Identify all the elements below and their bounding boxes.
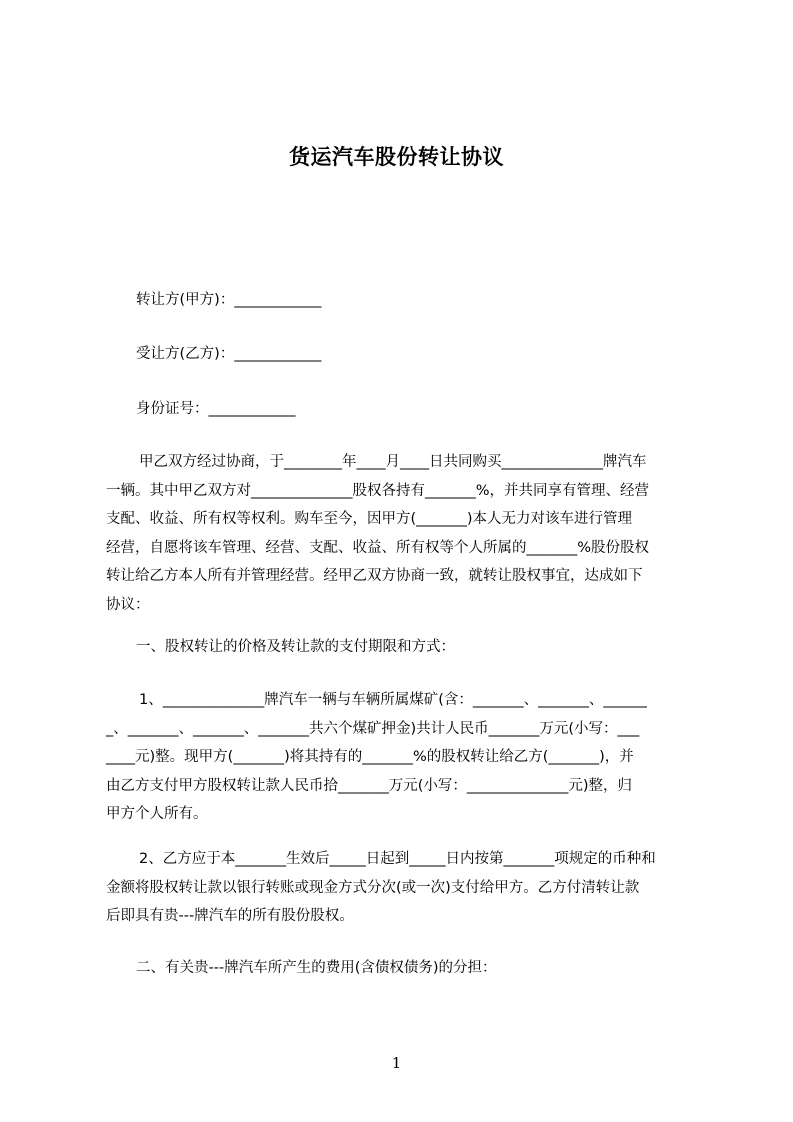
clause-one-line: _、_______、_______、_______共六个煤矿押金)共计人民币_______万元(小写：___ bbox=[106, 720, 640, 737]
clause-two-line: 后即具有贵---牌汽车的所有股份股权。 bbox=[106, 908, 354, 925]
intro-line: 转让给乙方本人所有并管理经营。经甲乙双方协商一致，就转让股权事宜，达成如下 bbox=[106, 568, 643, 585]
clause-two bbox=[106, 845, 700, 931]
intro-line: 经营，自愿将该车管理、经营、支配、收益、所有权等个人所属的_______%股份股权 bbox=[106, 539, 650, 556]
clause-one bbox=[106, 686, 700, 829]
section-two-heading: 二、有关贵---牌汽车所产生的费用(含债权债务)的分担： bbox=[136, 960, 497, 976]
transferor-line: 转让方(甲方)：____________ bbox=[136, 292, 322, 308]
id-number-line: 身份证号：____________ bbox=[136, 401, 296, 417]
clause-one-line: 甲方个人所有。 bbox=[106, 806, 208, 823]
clause-one-line: 1、______________牌汽车一辆与车辆所属煤矿(含：_______、_______、______ bbox=[139, 692, 647, 708]
section-one-heading: 一、股权转让的价格及转让款的支付期限和方式： bbox=[136, 639, 455, 655]
intro-paragraph bbox=[106, 448, 700, 620]
transferee-line: 受让方(乙方)：____________ bbox=[136, 346, 322, 362]
clause-one-line: 由乙方支付甲方股权转让款人民币拾_______万元(小写：______________元)整，归 bbox=[106, 777, 633, 794]
intro-line: 协议： bbox=[106, 596, 150, 613]
clause-two-line: 金额将股权转让款以银行转账或现金方式分次(或一次)支付给甲方。乙方付清转让款 bbox=[106, 879, 640, 896]
intro-line: 一辆。其中甲乙双方对______________股权各持有_______%，并共同享有管理、经营 bbox=[106, 482, 650, 499]
intro-line: 甲乙双方经过协商，于________年____月____日共同购买______________牌汽车 bbox=[139, 454, 647, 470]
intro-line: 支配、收益、所有权等权利。购车至今，因甲方(_______)本人无力对该车进行管理 bbox=[106, 511, 633, 528]
clause-one-line: ____元)整。现甲方(_______)将其持有的_______%的股权转让给乙方(_______)，并 bbox=[106, 749, 634, 766]
document-title: 货运汽车股份转让协议 bbox=[289, 145, 504, 169]
clause-two-line: 2、乙方应于本_______生效后_____日起到_____日内按第_______项规定的币种和 bbox=[139, 851, 656, 867]
page-number: 1 bbox=[391, 1054, 402, 1072]
